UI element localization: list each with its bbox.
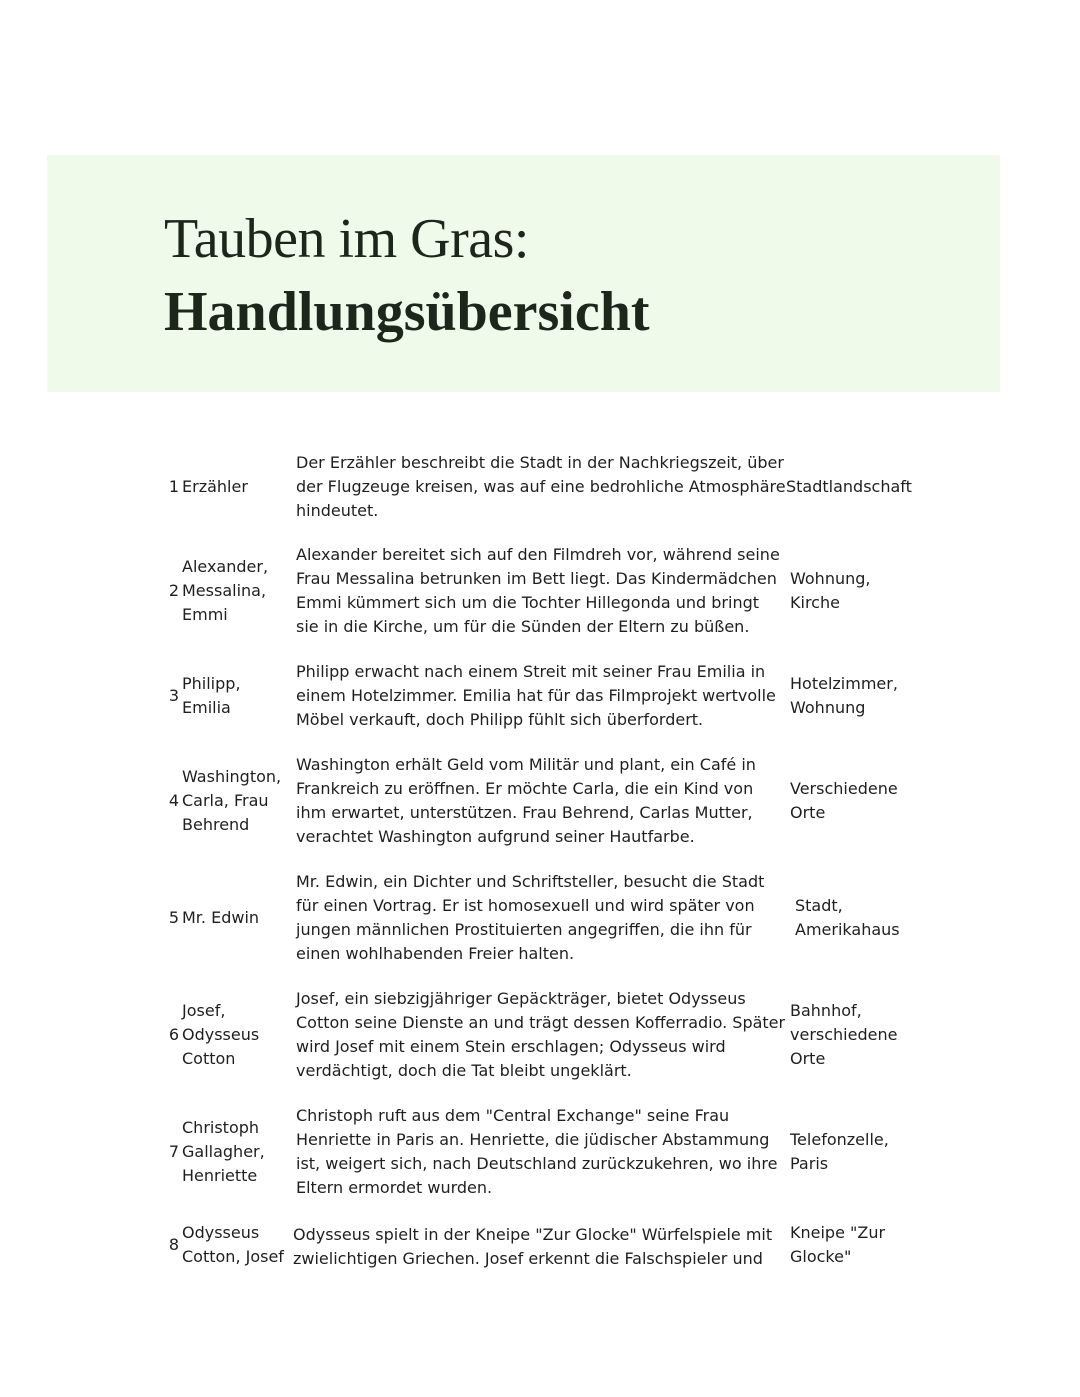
row-number: 3 xyxy=(168,686,179,705)
row-number: 4 xyxy=(168,791,179,810)
row-location: Stadtlandschaft xyxy=(786,477,912,496)
row-description: Washington erhält Geld vom Militär und plant, ein Café in Frankreich zu eröffnen. Er möchte Carla, die ein Kind von ihm erwartet, unterstützen. Frau Behrend, Carlas Mutter, verachtet Washington aufgrund seiner Hautfarbe. xyxy=(296,755,756,846)
row-description: Christoph ruft aus dem "Central Exchange" seine Frau Henriette in Paris an. Henriette, die jüdischer Abstammung ist, weigert sich, nach Deutschland zurückzukehren, wo ihre Eltern ermordet wurden. xyxy=(296,1106,778,1197)
table-row xyxy=(0,660,1080,732)
row-number: 1 xyxy=(168,477,179,496)
table-row xyxy=(0,1104,1080,1200)
row-number: 5 xyxy=(168,908,179,927)
table-row xyxy=(0,870,1080,966)
row-characters: Erzähler xyxy=(182,477,248,496)
table-row xyxy=(0,753,1080,849)
row-location: Hotelzimmer, Wohnung xyxy=(790,674,898,717)
table-row xyxy=(0,451,1080,523)
row-location: Wohnung, Kirche xyxy=(790,569,871,612)
row-description: Alexander bereitet sich auf den Filmdreh vor, während seine Frau Messalina betrunken im Bett liegt. Das Kindermädchen Emmi kümmert sich um die Tochter Hillegonda und bringt sie in die Kirche, um für die Sünden der Eltern zu büßen. xyxy=(296,545,780,636)
row-location: Kneipe "Zur Glocke" xyxy=(790,1223,886,1266)
title-banner xyxy=(47,155,1000,392)
table-row xyxy=(0,543,1080,639)
row-number: 7 xyxy=(168,1142,179,1161)
row-location: Stadt, Amerikahaus xyxy=(795,896,900,939)
row-description: Mr. Edwin, ein Dichter und Schriftsteller, besucht die Stadt für einen Vortrag. Er ist homosexuell und wird später von jungen männlichen Prostituierten angegriffen, die ihn für einen wohlhabenden Freier halten. xyxy=(296,872,765,963)
row-description: Philipp erwacht nach einem Streit mit seiner Frau Emilia in einem Hotelzimmer. Emilia hat für das Filmprojekt wertvolle Möbel verkauft, doch Philipp fühlt sich überfordert. xyxy=(296,662,776,729)
row-characters: Alexander, Messalina, Emmi xyxy=(182,557,269,624)
page-subtitle: Handlungsübersicht xyxy=(164,281,650,343)
row-characters: Christoph Gallagher, Henriette xyxy=(182,1118,265,1185)
row-number: 6 xyxy=(168,1025,179,1044)
table-row xyxy=(0,1221,1080,1269)
page-title: Tauben im Gras: xyxy=(164,208,529,270)
row-characters: Josef, Odysseus Cotton xyxy=(182,1001,260,1068)
row-description: Odysseus spielt in der Kneipe "Zur Glocke" Würfelspiele mit zwielichtigen Griechen. Josef erkennt die Falschspieler und xyxy=(293,1225,773,1268)
row-characters: Mr. Edwin xyxy=(182,908,260,927)
row-description: Der Erzähler beschreibt die Stadt in der Nachkriegszeit, über der Flugzeuge kreisen, was auf eine bedrohliche Atmosphäre hindeutet. xyxy=(296,453,786,520)
row-location: Bahnhof, verschiedene Orte xyxy=(790,1001,898,1068)
row-description: Josef, ein siebzigjähriger Gepäckträger, bietet Odysseus Cotton seine Dienste an und trägt dessen Kofferradio. Später wird Josef mit einem Stein erschlagen; Odysseus wird verdächtigt, doch die Tat bleibt ungeklärt. xyxy=(296,989,786,1080)
row-number: 8 xyxy=(168,1235,179,1254)
table-row xyxy=(0,987,1080,1083)
row-characters: Washington, Carla, Frau Behrend xyxy=(182,767,282,834)
row-number: 2 xyxy=(168,581,179,600)
row-location: Telefonzelle, Paris xyxy=(790,1130,889,1173)
row-characters: Philipp, Emilia xyxy=(182,674,241,717)
row-location: Verschiedene Orte xyxy=(790,779,898,822)
row-characters: Odysseus Cotton, Josef xyxy=(182,1223,284,1266)
